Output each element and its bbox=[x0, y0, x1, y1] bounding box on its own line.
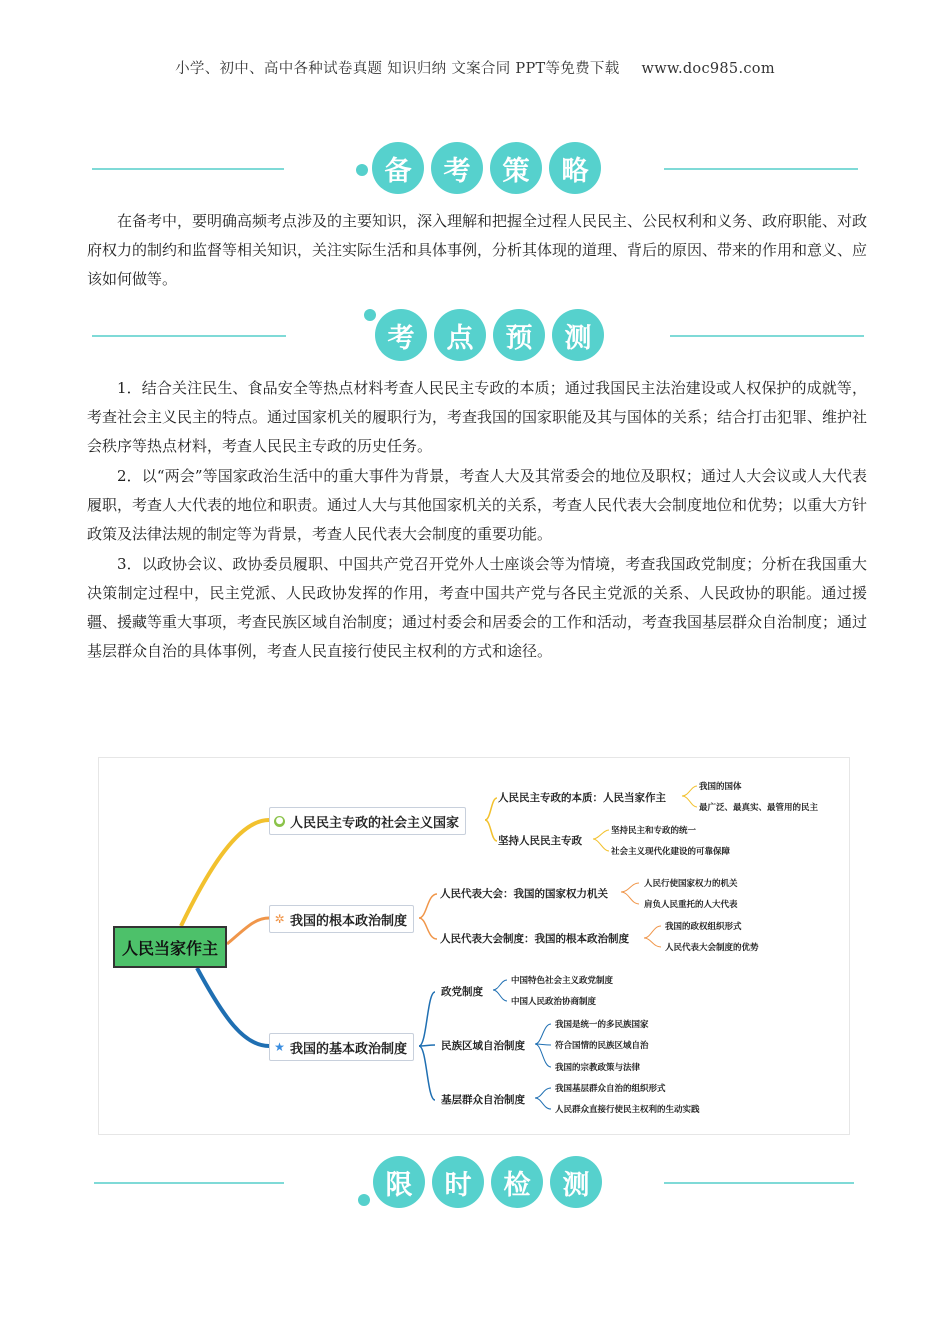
mindmap-root: 人民当家作主 bbox=[113, 926, 227, 968]
branch-3-sub-2: 民族区域自治制度 bbox=[441, 1040, 525, 1052]
prediction-item-1: 1．结合关注民生、食品安全等热点材料考查人民民主专政的本质；通过我国民主法治建设或人权保护的成就等，考查社会主义民主的特点。通过国家机关的履职行为，考查我国的国家职能及其与国体的关系；结合打击犯罪、维护社会秩序等热点材料，考查人民民主专政的历史任务。 bbox=[87, 379, 868, 455]
divider-line bbox=[94, 1182, 284, 1184]
page-header bbox=[0, 57, 950, 78]
title-char: 点 bbox=[434, 309, 486, 361]
branch-2-leaf: 人民代表大会制度的优势 bbox=[665, 943, 759, 953]
title-char: 考 bbox=[375, 309, 427, 361]
branch-1 bbox=[269, 807, 466, 835]
connector-root-branch1 bbox=[181, 820, 269, 926]
branch-1-leaf: 坚持民主和专政的统一 bbox=[611, 826, 697, 836]
branch-1-leaf: 我国的国体 bbox=[699, 782, 742, 792]
branch-3-leaf: 中国人民政治协商制度 bbox=[511, 997, 597, 1007]
branch-3-sub-3: 基层群众自治制度 bbox=[441, 1094, 525, 1106]
divider-line bbox=[92, 335, 286, 337]
branch-3-icon: ★ bbox=[274, 1039, 285, 1054]
connector-root-branch2 bbox=[227, 918, 269, 944]
branch-1-icon: ● bbox=[275, 815, 284, 826]
branch-2-sub-2: 人民代表大会制度：我国的根本政治制度 bbox=[440, 933, 629, 945]
section-title-prediction bbox=[0, 307, 950, 367]
branch-2 bbox=[269, 905, 414, 933]
divider-line bbox=[664, 168, 858, 170]
title-char: 限 bbox=[373, 1156, 425, 1208]
mind-map bbox=[98, 757, 850, 1135]
title-char: 时 bbox=[432, 1156, 484, 1208]
branch-3-label: 我国的基本政治制度 bbox=[290, 1041, 408, 1057]
prediction-item-3: 3．以政协会议、政协委员履职、中国共产党召开党外人士座谈会等为情境，考查我国政党制度；分析在我国重大决策制定过程中，民主党派、人民政协发挥的作用，考查中国共产党与各民主党派的关系、人民政协的职能。通过援疆、援藏等重大事项，考查民族区域自治制度；通过村委会和居委会的工作和活动，考查我国基层群众自治制度；通过基层群众自治的具体事例，考查人民直接行使民主权利的方式和途径。 bbox=[87, 555, 868, 660]
branch-1-sub-1: 人民民主专政的本质：人民当家作主 bbox=[498, 792, 666, 804]
branch-1-leaf: 最广泛、最真实、最管用的民主 bbox=[699, 803, 819, 813]
branch-3-leaf: 中国特色社会主义政党制度 bbox=[511, 976, 614, 986]
title-char: 略 bbox=[549, 142, 601, 194]
branch-3-leaf: 符合国情的民族区域自治 bbox=[555, 1041, 649, 1051]
branch-3-leaf: 我国基层群众自治的组织形式 bbox=[555, 1084, 666, 1094]
title-char: 考 bbox=[431, 142, 483, 194]
branch-2-leaf: 我国的政权组织形式 bbox=[665, 922, 742, 932]
title-char: 预 bbox=[493, 309, 545, 361]
strategy-paragraph: 在备考中，要明确高频考点涉及的主要知识，深入理解和把握全过程人民民主、公民权利和义务、政府职能、对政府权力的制约和监督等相关知识，关注实际生活和具体事例，分析其体现的道理、背后的原因、带来的作用和意义、应该如何做等。 bbox=[87, 212, 868, 288]
title-char: 检 bbox=[491, 1156, 543, 1208]
branch-2-sub-1: 人民代表大会：我国的国家权力机关 bbox=[440, 888, 608, 900]
branch-3-leaf: 我国是统一的多民族国家 bbox=[555, 1020, 649, 1030]
divider-line bbox=[664, 1182, 854, 1184]
branch-3-leaf: 我国的宗教政策与法律 bbox=[555, 1063, 641, 1073]
branch-3-sub-1: 政党制度 bbox=[441, 986, 483, 998]
title-char: 测 bbox=[550, 1156, 602, 1208]
branch-2-label: 我国的根本政治制度 bbox=[290, 913, 408, 929]
branch-2-leaf: 肩负人民重托的人大代表 bbox=[644, 900, 738, 910]
branch-3-leaf: 人民群众直接行使民主权利的生动实践 bbox=[555, 1105, 700, 1115]
decor-dot bbox=[358, 1194, 370, 1206]
branch-3 bbox=[269, 1033, 414, 1061]
header-url[interactable]: www.doc985.com bbox=[641, 61, 775, 77]
header-text: 小学、初中、高中各种试卷真题 知识归纳 文案合同 PPT等免费下载 bbox=[175, 61, 620, 77]
section-title-test bbox=[0, 1154, 950, 1214]
decor-dot bbox=[356, 164, 368, 176]
title-char: 测 bbox=[552, 309, 604, 361]
divider-line bbox=[92, 168, 284, 170]
branch-1-label: 人民民主专政的社会主义国家 bbox=[290, 815, 460, 831]
branch-2-leaf: 人民行使国家权力的机关 bbox=[644, 879, 738, 889]
branch-1-sub-2: 坚持人民民主专政 bbox=[498, 835, 582, 847]
title-char: 备 bbox=[372, 142, 424, 194]
divider-line bbox=[670, 335, 864, 337]
prediction-item-2: 2．以“两会”等国家政治生活中的重大事件为背景，考查人大及其常委会的地位及职权；通过人大会议或人大代表履职，考查人大代表的地位和职责。通过人大与其他国家机关的关系，考查人民代表大会制度地位和优势；以重大方针政策及法律法规的制定等为背景，考查人民代表大会制度的重要功能。 bbox=[87, 467, 868, 543]
title-char: 策 bbox=[490, 142, 542, 194]
connector-root-branch3 bbox=[197, 968, 269, 1046]
branch-2-icon: ✲ bbox=[274, 911, 285, 926]
branch-1-leaf: 社会主义现代化建设的可靠保障 bbox=[611, 847, 731, 857]
section-title-strategy bbox=[0, 140, 950, 200]
